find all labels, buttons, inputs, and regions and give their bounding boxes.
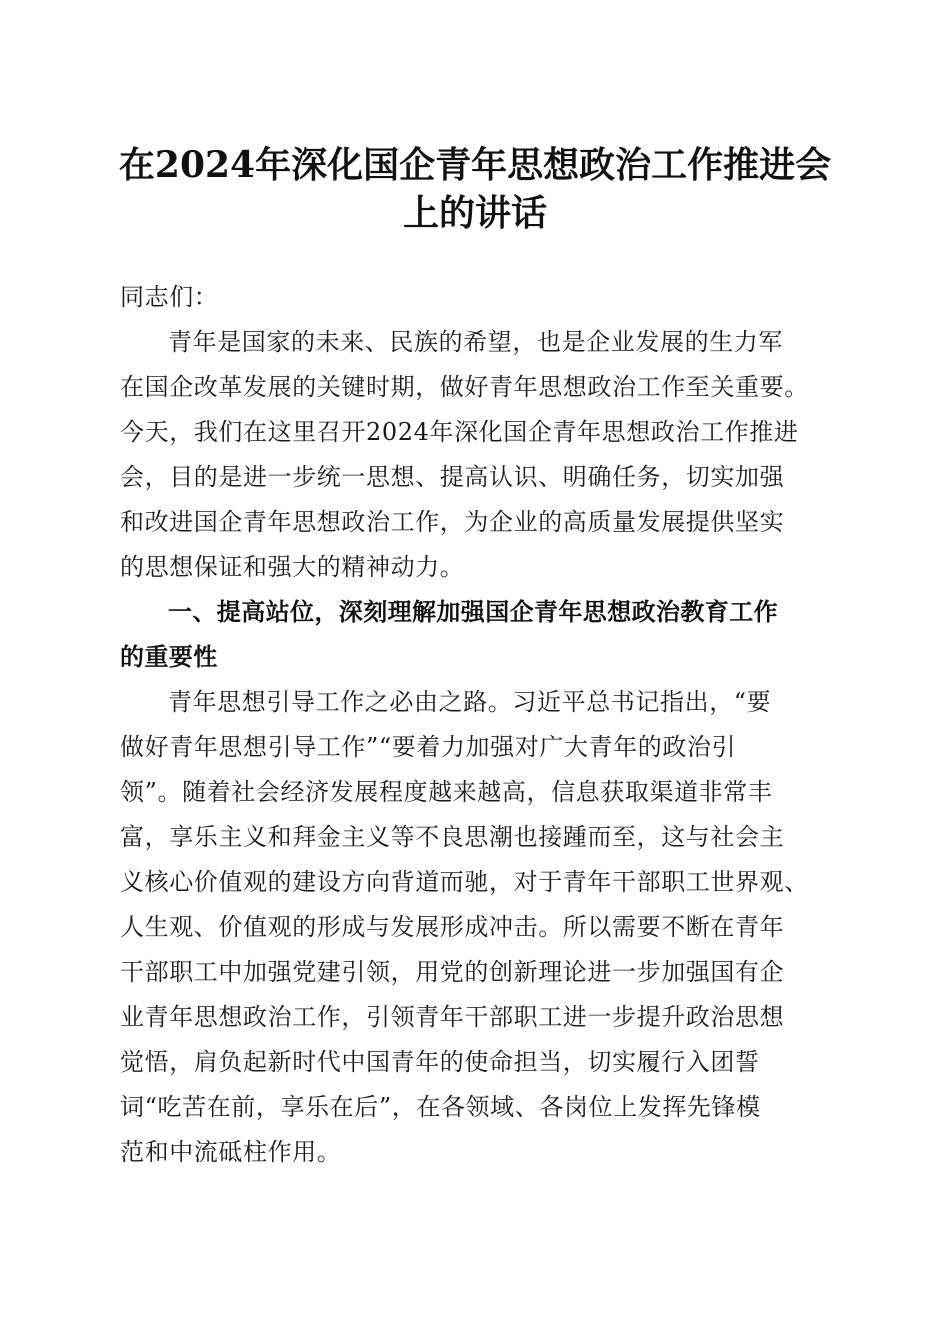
intro-line: 在国企改革发展的关键时期，做好青年思想政治工作至关重要。 (120, 373, 809, 401)
intro-line: 的思想保证和强大的精神动力。 (120, 553, 465, 581)
body-line: 词“吃苦在前，享乐在后”，在各领域、各岗位上发挥先锋模 (120, 1093, 761, 1121)
title-line-1: 在2024年深化国企青年思想政治工作推进会 (118, 144, 832, 186)
section-heading-line: 一、提高站位，深刻理解加强国企青年思想政治教育工作 (168, 598, 778, 626)
title-line-2: 上的讲话 (402, 192, 547, 234)
intro-line: 青年是国家的未来、民族的希望，也是企业发展的生力军 (168, 328, 783, 356)
body-line: 觉悟，肩负起新时代中国青年的使命担当，切实履行入团誓 (120, 1048, 760, 1076)
body-line: 干部职工中加强党建引领，用党的创新理论进一步加强国有企 (120, 958, 785, 986)
body-line: 人生观、价值观的形成与发展形成冲击。所以需要不断在青年 (120, 913, 785, 941)
body-line: 义核心价值观的建设方向背道而驰，对于青年干部职工世界观、 (120, 868, 809, 896)
body-line: 富，享乐主义和拜金主义等不良思潮也接踵而至，这与社会主 (120, 823, 785, 851)
body-line: 业青年思想政治工作，引领青年干部职工进一步提升政治思想 (120, 1003, 785, 1031)
intro-line: 今天，我们在这里召开2024年深化国企青年思想政治工作推进 (120, 418, 799, 446)
body-line: 领”。随着社会经济发展程度越来越高，信息获取渠道非常丰 (120, 778, 773, 806)
intro-line: 和改进国企青年思想政治工作，为企业的高质量发展提供坚实 (120, 508, 785, 536)
intro-line: 会，目的是进一步统一思想、提高认识、明确任务，切实加强 (120, 463, 785, 491)
body-line: 青年思想引导工作之必由之路。习近平总书记指出，“要 (168, 688, 772, 716)
body-line: 做好青年思想引导工作”“要着力加强对广大青年的政治引 (120, 733, 737, 761)
section-heading-line: 的重要性 (120, 643, 218, 671)
salutation: 同志们： (120, 283, 219, 311)
body-line: 范和中流砥柱作用。 (120, 1138, 342, 1166)
